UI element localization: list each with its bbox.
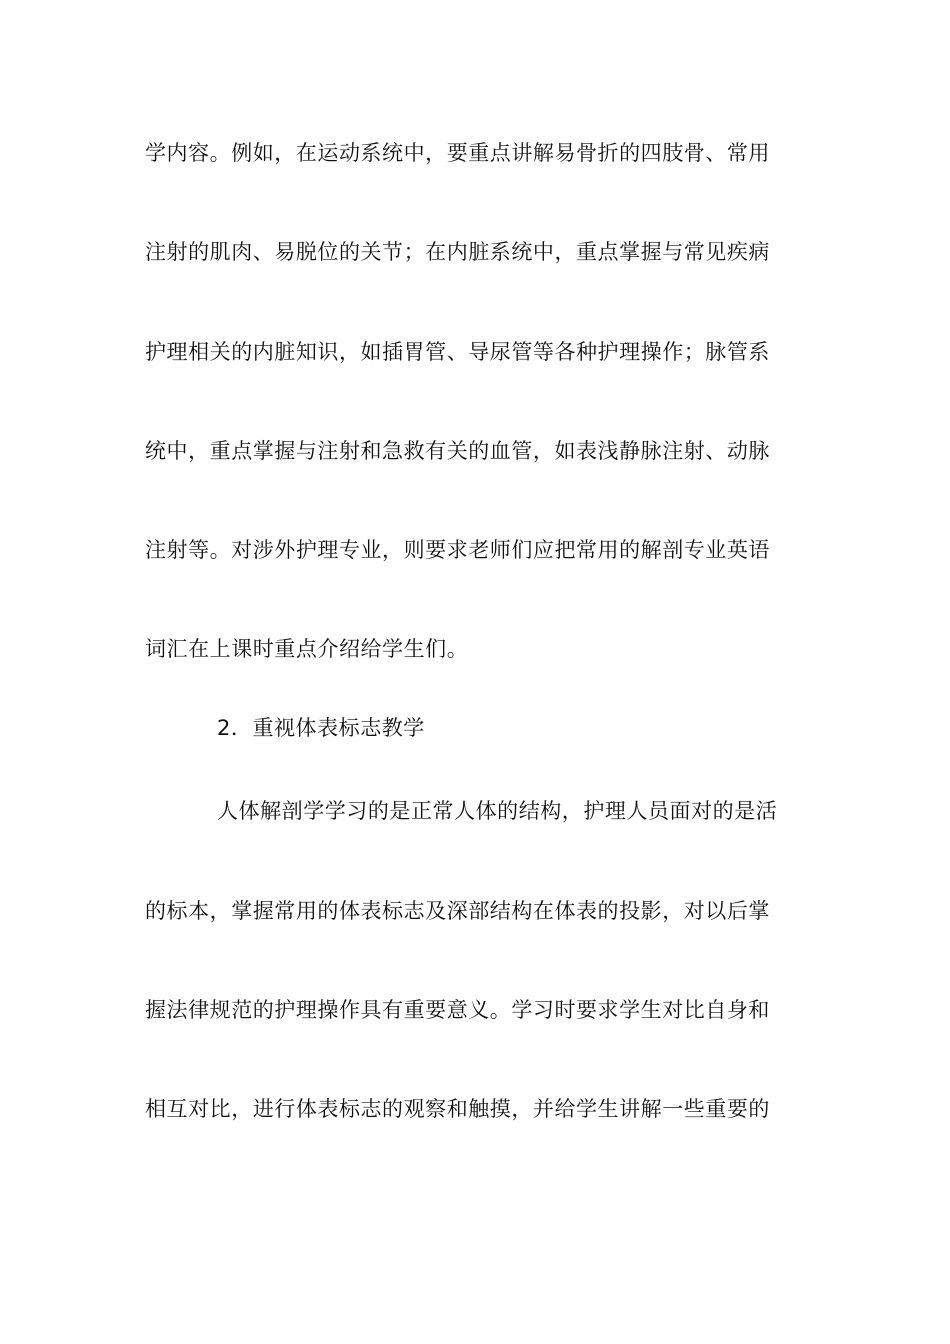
paragraph-1-line-2: 注射的肌肉、易脱位的关节；在内脏系统中，重点掌握与常见疾病 [145, 240, 770, 264]
paragraph-1-line-6: 词汇在上课时重点介绍给学生们。 [145, 637, 469, 661]
paragraph-2-line-1: 人体解剖学学习的是正常人体的结构，护理人员面对的是活 [217, 799, 778, 823]
paragraph-2-line-3: 握法律规范的护理操作具有重要意义。学习时要求学生对比自身和 [145, 998, 770, 1022]
paragraph-1-line-1: 学内容。例如，在运动系统中，要重点讲解易骨折的四肢骨、常用 [145, 141, 770, 165]
paragraph-2-line-2: 的标本，掌握常用的体表标志及深部结构在体表的投影，对以后掌 [145, 899, 770, 923]
paragraph-1-line-4: 统中，重点掌握与注射和急救有关的血管，如表浅静脉注射、动脉 [145, 439, 770, 463]
paragraph-1-line-3: 护理相关的内脏知识，如插胃管、导尿管等各种护理操作；脉管系 [145, 340, 770, 364]
paragraph-2-line-4: 相互对比，进行体表标志的观察和触摸，并给学生讲解一些重要的 [145, 1097, 770, 1121]
section-heading: 2．重视体表标志教学 [217, 716, 425, 740]
paragraph-1-line-5: 注射等。对涉外护理专业，则要求老师们应把常用的解剖专业英语 [145, 538, 770, 562]
